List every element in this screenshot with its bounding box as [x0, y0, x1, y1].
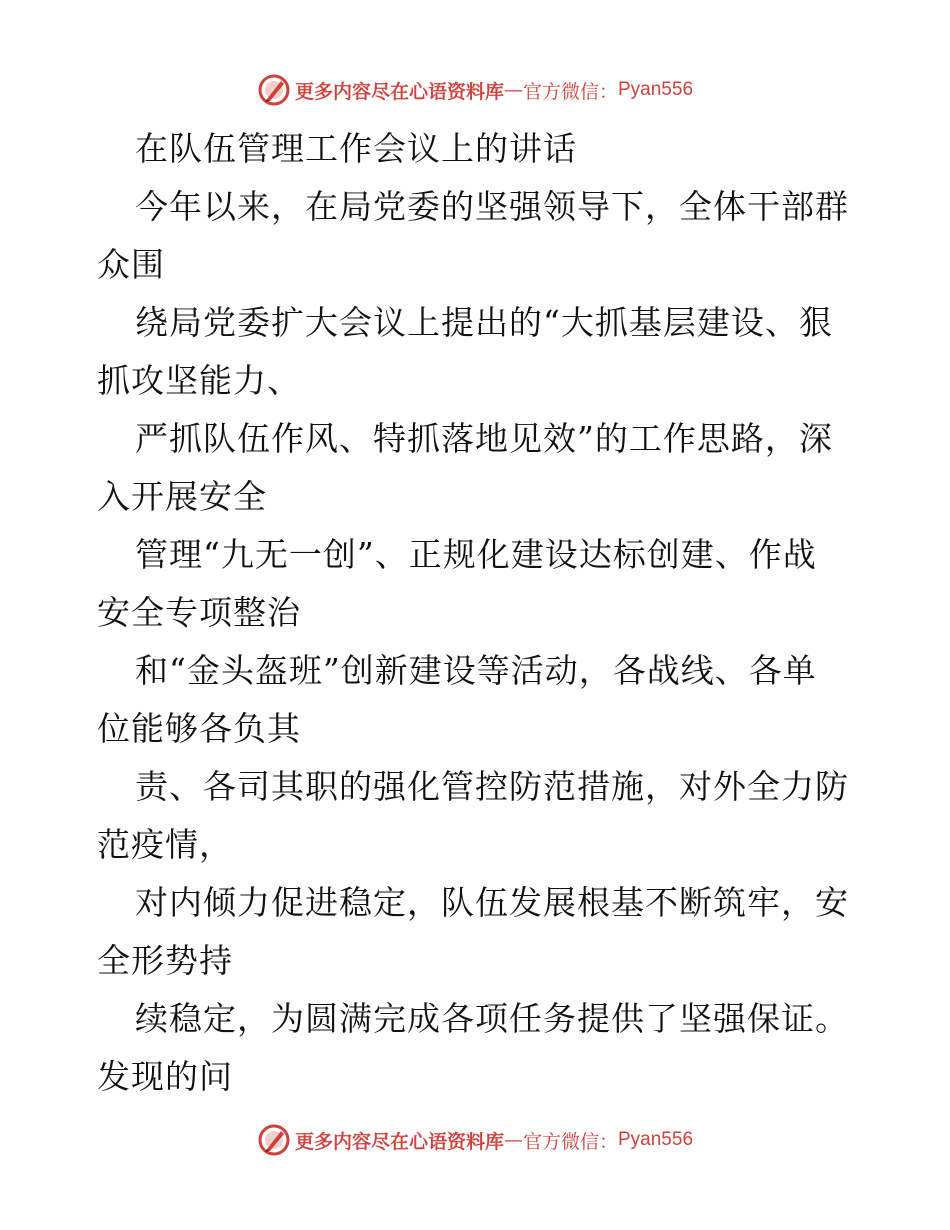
doc-line: 责、各司其职的强化管控防范措施，对外全力防: [135, 767, 849, 806]
doc-line: 在队伍管理工作会议上的讲话: [135, 129, 577, 168]
doc-line: 范疫情，: [97, 825, 233, 864]
doc-line: 对内倾力促进稳定，队伍发展根基不断筑牢，安: [135, 883, 849, 922]
watermark-wechat-label: 官方微信：: [522, 80, 618, 103]
watermark-wechat-id: Pyan556: [618, 1129, 694, 1150]
doc-line: 管理“九无一创”、正规化建设达标创建、作战: [135, 535, 817, 574]
doc-line: 今年以来，在局党委的坚强领导下，全体干部群: [135, 187, 849, 226]
doc-line: 众围: [97, 245, 165, 284]
watermark-wechat-id: Pyan556: [618, 79, 694, 100]
pen-logo-icon: [257, 1123, 291, 1157]
doc-line: 发现的问: [97, 1057, 233, 1096]
watermark-brand: 更多内容尽在心语资料库: [294, 80, 504, 103]
doc-line: 安全专项整治: [97, 593, 301, 632]
footer-watermark: [0, 1120, 950, 1160]
doc-line: 续稳定，为圆满完成各项任务提供了坚强保证。: [135, 999, 849, 1038]
document-body: [97, 120, 857, 1106]
watermark-brand: 更多内容尽在心语资料库: [294, 1130, 504, 1153]
header-watermark: [0, 70, 950, 110]
doc-line: 绕局党委扩大会议上提出的“大抓基层建设、狠: [135, 303, 833, 342]
watermark-wechat-label: 官方微信：: [522, 1130, 618, 1153]
watermark-dash: —: [503, 79, 523, 101]
watermark-dash: —: [503, 1129, 523, 1151]
doc-line: 和“金头盔班”创新建设等活动，各战线、各单: [135, 651, 817, 690]
doc-line: 入开展安全: [97, 477, 267, 516]
doc-line: 抓攻坚能力、: [97, 361, 301, 400]
doc-line: 位能够各负其: [97, 709, 301, 748]
pen-logo-icon: [257, 73, 291, 107]
doc-line: 严抓队伍作风、特抓落地见效”的工作思路，深: [135, 419, 833, 458]
doc-line: 全形势持: [97, 941, 233, 980]
